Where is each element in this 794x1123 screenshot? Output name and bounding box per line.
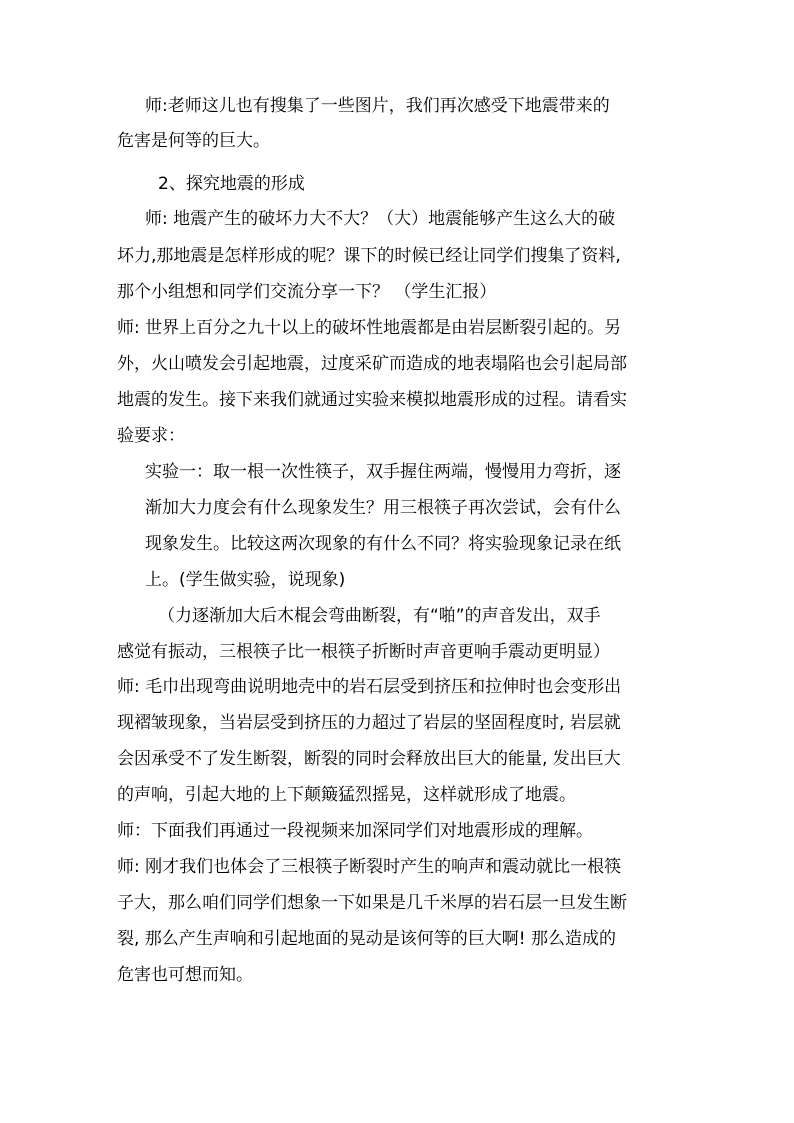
text-line: 危害是何等的巨大。 <box>117 131 270 151</box>
text-line: 那个小组想和同学们交流分享一下？ （学生汇报） <box>117 282 497 302</box>
text-line: 师: 世界上百分之九十以上的破坏性地震都是由岩层断裂引起的。另 <box>117 318 622 338</box>
text-line: 感觉有振动，三根筷子比一根筷子折断时声音更响手震动更明显） <box>117 642 610 662</box>
text-line: 子大，那么咱们同学们想象一下如果是几千米厚的岩石层一旦发生断 <box>117 893 627 913</box>
text-line: 上。(学生做实验，说现象) <box>145 570 346 590</box>
text-line: 会因承受不了发生断裂，断裂的同时会释放出巨大的能量, 发出巨大 <box>117 749 621 769</box>
text-line: 外，火山喷发会引起地震，过度采矿而造成的地表塌陷也会引起局部 <box>117 354 627 374</box>
text-line: 现褶皱现象，当岩层受到挤压的力超过了岩层的坚固程度时, 岩层就 <box>117 713 621 733</box>
text-line: 师: 刚才我们也体会了三根筷子断裂时产生的响声和震动就比一根筷 <box>117 857 622 877</box>
text-line: 裂, 那么产生声响和引起地面的晃动是该何等的巨大啊! 那么造成的 <box>117 929 617 949</box>
text-line: 地震的发生。接下来我们就通过实验来模拟地震形成的过程。请看实 <box>117 390 627 410</box>
text-line: 坏力,那地震是怎样形成的呢？课下的时候已经让同学们搜集了资料, <box>117 246 621 266</box>
text-line: 师：下面我们再通过一段视频来加深同学们对地震形成的理解。 <box>117 821 593 841</box>
text-line: 危害也可想而知。 <box>117 965 253 985</box>
text-line: 的声响，引起大地的上下颠簸猛烈摇晃，这样就形成了地震。 <box>117 785 576 805</box>
text-line: （力逐渐加大后木棍会弯曲断裂，有“啪”的声音发出，双手 <box>158 606 601 626</box>
text-line: 实验一：取一根一次性筷子，双手握住两端，慢慢用力弯折，逐 <box>145 462 621 482</box>
text-line: 师: 毛巾出现弯曲说明地壳中的岩石层受到挤压和拉伸时也会变形出 <box>117 677 622 697</box>
text-line: 现象发生。比较这两次现象的有什么不同？将实验现象记录在纸 <box>145 534 621 554</box>
text-line: 师: 地震产生的破坏力大不大？（大）地震能够产生这么大的破 <box>145 209 616 229</box>
section-heading: 2、探究地震的形成 <box>158 174 305 194</box>
text-line: 验要求： <box>117 426 185 446</box>
text-line: 师:老师这儿也有搜集了一些图片，我们再次感受下地震带来的 <box>145 96 610 116</box>
text-line: 渐加大力度会有什么现象发生？用三根筷子再次尝试，会有什么 <box>145 498 621 518</box>
